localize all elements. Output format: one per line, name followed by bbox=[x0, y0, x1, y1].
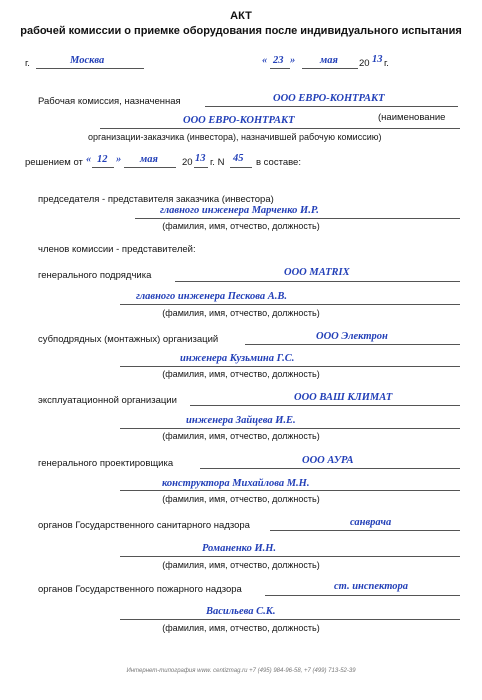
general-designer-label: генерального проектировщика bbox=[38, 458, 174, 469]
org-name-line-2 bbox=[100, 128, 460, 129]
day-value: 23 bbox=[273, 55, 284, 66]
decision-day-line bbox=[92, 167, 114, 168]
city-line bbox=[36, 68, 144, 69]
subcontractors-person: инженера Кузьмина Г.С. bbox=[180, 353, 295, 364]
subcontractors-org: ООО Электрон bbox=[316, 331, 388, 342]
org-name-1: ООО ЕВРО-КОНТРАКТ bbox=[273, 93, 385, 104]
fire-label: органов Государственного пожарного надзора bbox=[38, 584, 242, 595]
org-name-line-1 bbox=[205, 106, 458, 107]
general-designer-person: конструктора Михайлова М.Н. bbox=[162, 478, 310, 489]
operating-org-label: эксплуатационной организации bbox=[38, 395, 177, 406]
day-line bbox=[270, 68, 290, 69]
day-open-quote: « bbox=[262, 55, 268, 66]
fio-caption-general-designer: (фамилия, имя, отчество, должность) bbox=[162, 494, 320, 504]
fire-org: ст. инспектора bbox=[334, 581, 408, 592]
decision-number: 45 bbox=[233, 153, 244, 164]
general-designer-person-line bbox=[120, 490, 460, 491]
chairman-label: председателя - представителя заказчика (инвестора) bbox=[38, 194, 274, 205]
decision-month-line bbox=[124, 167, 176, 168]
city-value: Москва bbox=[70, 55, 105, 66]
subcontractors-org-line bbox=[245, 344, 460, 345]
composition-label: в составе: bbox=[256, 157, 301, 168]
name-caption: (наименование bbox=[378, 112, 446, 123]
decision-year-prefix: 20 bbox=[182, 157, 193, 168]
decision-day: 12 bbox=[97, 154, 108, 165]
commission-label: Рабочая комиссия, назначенная bbox=[38, 96, 181, 107]
decision-year-line bbox=[194, 167, 208, 168]
fio-caption-sanitary: (фамилия, имя, отчество, должность) bbox=[162, 560, 320, 570]
org-name-2: ООО ЕВРО-КОНТРАКТ bbox=[183, 115, 295, 126]
fire-org-line bbox=[265, 595, 460, 596]
place-prefix: г. bbox=[25, 58, 30, 69]
decision-day-open: « bbox=[86, 154, 92, 165]
general-contractor-person: главного инженера Пескова А.В. bbox=[136, 291, 287, 302]
chairman-line bbox=[135, 218, 460, 219]
year-suffix: г. bbox=[384, 58, 389, 69]
subcontractors-label: субподрядных (монтажных) организаций bbox=[38, 334, 219, 345]
operating-person: инженера Зайцева И.Е. bbox=[186, 415, 296, 426]
fio-caption-subcontractors: (фамилия, имя, отчество, должность) bbox=[162, 369, 320, 379]
year-value: 13 bbox=[372, 54, 383, 65]
sanitary-org-line bbox=[270, 530, 460, 531]
general-contractor-person-line bbox=[120, 304, 460, 305]
fire-person: Васильева С.К. bbox=[206, 606, 276, 617]
decision-day-close: » bbox=[116, 154, 122, 165]
fio-caption-general-contractor: (фамилия, имя, отчество, должность) bbox=[162, 308, 320, 318]
sanitary-person-line bbox=[120, 556, 460, 557]
operating-person-line bbox=[120, 428, 460, 429]
sanitary-person: Романенко И.Н. bbox=[202, 543, 277, 554]
general-contractor-org-line bbox=[175, 281, 460, 282]
month-line bbox=[302, 68, 358, 69]
operating-org-line bbox=[190, 405, 460, 406]
decision-month: мая bbox=[140, 154, 158, 165]
decision-label: решением от bbox=[25, 157, 83, 168]
footer-contacts: Интернет-типография www. centizmag.ru +7 (495) 984-96-58, +7 (499) 713-52-39 bbox=[126, 668, 356, 674]
subcontractors-person-line bbox=[120, 366, 460, 367]
general-contractor-label: генерального подрядчика bbox=[38, 270, 152, 281]
sanitary-org: санврача bbox=[350, 517, 392, 528]
members-label: членов комиссии - представителей: bbox=[38, 244, 196, 255]
fio-caption-operating: (фамилия, имя, отчество, должность) bbox=[162, 431, 320, 441]
general-contractor-org: ООО MATRIX bbox=[284, 267, 350, 278]
fio-caption-fire: (фамилия, имя, отчество, должность) bbox=[162, 623, 320, 633]
year-prefix: 20 bbox=[359, 58, 370, 69]
chairman-value: главного инженера Марченко И.Р. bbox=[160, 205, 319, 216]
fire-person-line bbox=[120, 619, 460, 620]
decision-num-label: г. N bbox=[210, 157, 225, 168]
month-value: мая bbox=[320, 55, 338, 66]
fio-caption-chairman: (фамилия, имя, отчество, должность) bbox=[162, 221, 320, 231]
sanitary-label: органов Государственного санитарного надзора bbox=[38, 520, 250, 531]
org-caption: организации-заказчика (инвестора), назначившей рабочую комиссию) bbox=[88, 132, 382, 142]
operating-org: ООО ВАШ КЛИМАТ bbox=[294, 392, 393, 403]
general-designer-org-line bbox=[200, 468, 460, 469]
decision-number-line bbox=[230, 167, 252, 168]
doc-subtitle: рабочей комиссии о приемке оборудования после индивидуального испытания bbox=[20, 25, 462, 37]
doc-title: АКТ bbox=[230, 10, 252, 22]
general-designer-org: ООО АУРА bbox=[302, 455, 354, 466]
day-close-quote: » bbox=[290, 55, 296, 66]
decision-year: 13 bbox=[195, 153, 206, 164]
